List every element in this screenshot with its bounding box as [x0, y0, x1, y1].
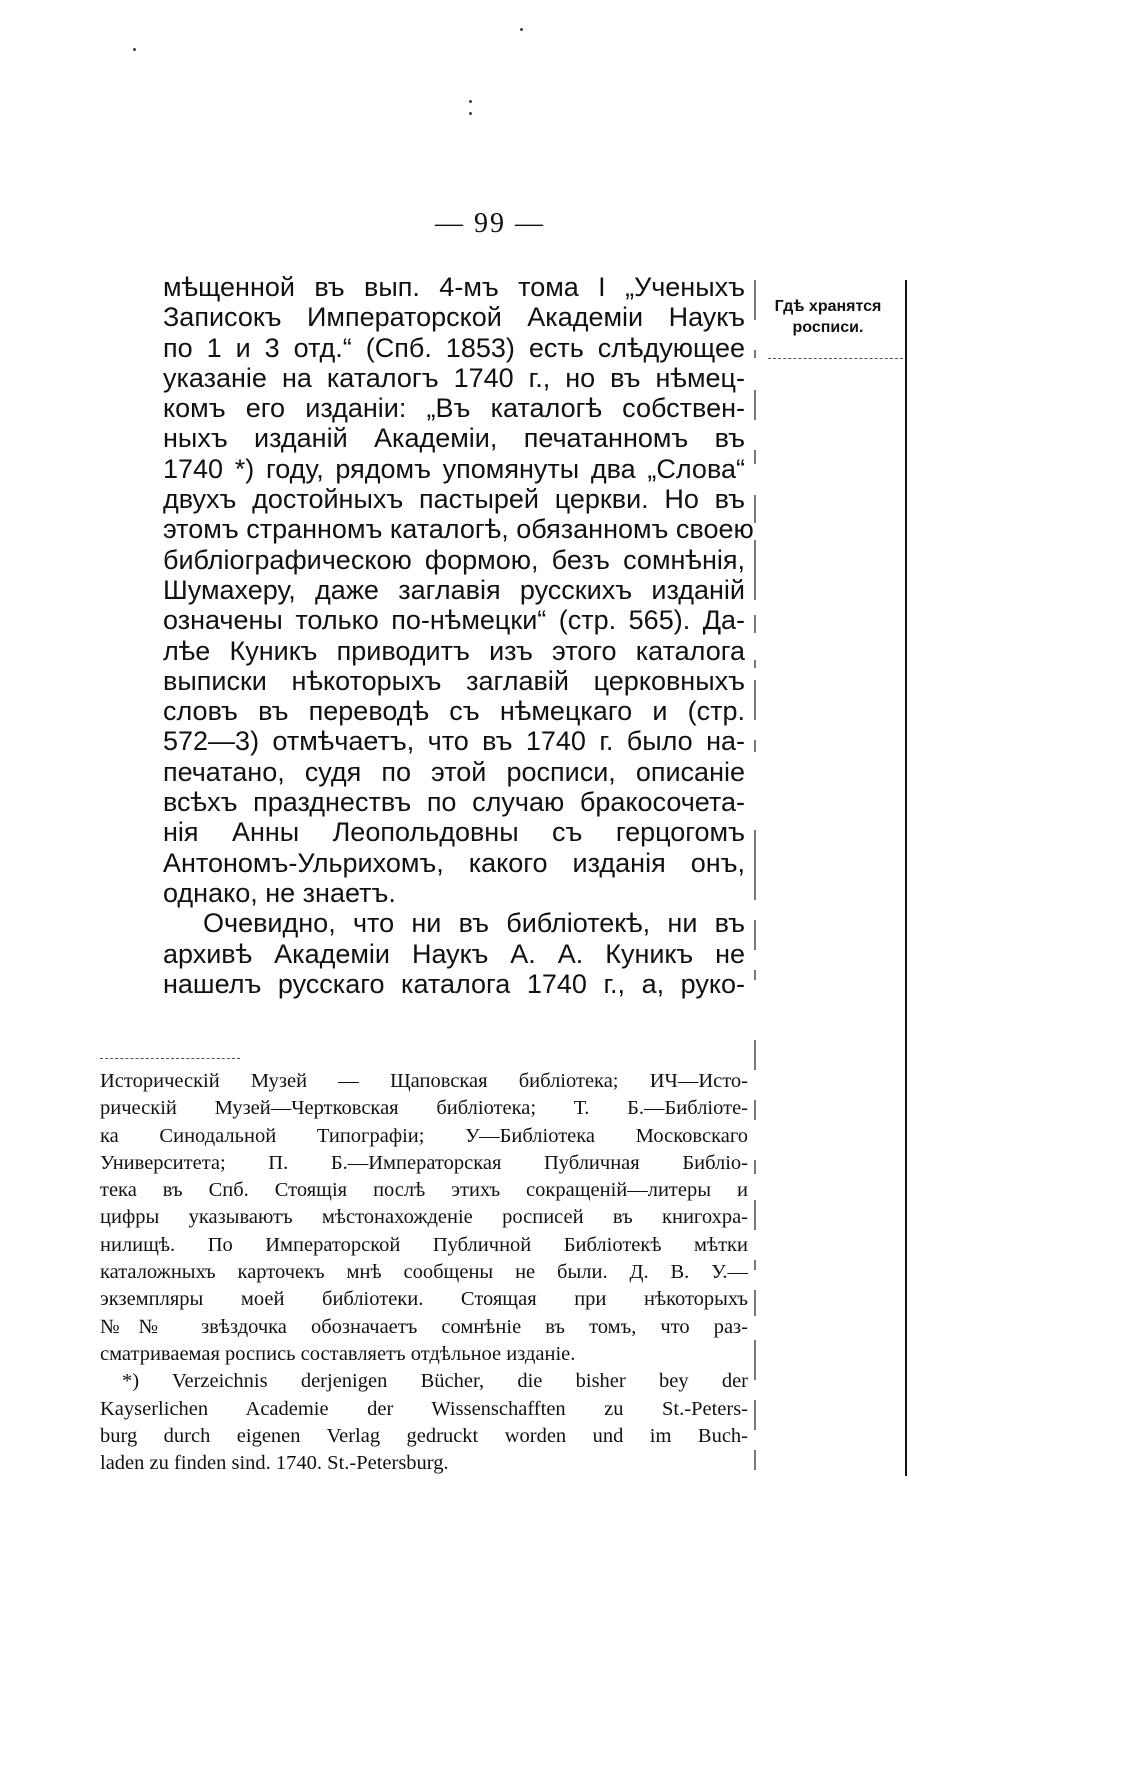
- footnote-line: ка Синодальной Типографіи; У—Библіотека Московскаго: [100, 1124, 748, 1147]
- footnote-line: сматриваемая роспись составляетъ отдѣльное изданіе.: [100, 1342, 576, 1365]
- text-line: этомъ странномъ каталогѣ, обязанномъ своею: [163, 514, 754, 545]
- footnote-line: *) Verzeichnis derjenigen Bücher, die bisher bey der: [122, 1370, 748, 1393]
- text-line: нія Анны Леопольдовны съ герцогомъ: [163, 817, 745, 848]
- text-line: двухъ достойныхъ пастырей церкви. Но въ: [163, 484, 745, 515]
- text-line: по 1 и 3 отд.“ (Спб. 1853) есть слѣдующее: [163, 332, 745, 363]
- text-line: выписки нѣкоторыхъ заглавій церковныхъ: [163, 665, 745, 696]
- footnote-line: Университета; П. Б.—Императорская Публичная Библіо-: [100, 1151, 748, 1174]
- footnote-line: laden zu finden sind. 1740. St.-Petersburg.: [100, 1452, 449, 1475]
- text-line: библіографическою формою, безъ сомнѣнія,: [163, 544, 745, 575]
- text-line: архивѣ Академіи Наукъ А. А. Куникъ не: [163, 938, 745, 969]
- footnote-line: burg durch eigenen Verlag gedruckt worden und im Buch-: [100, 1424, 748, 1447]
- margin-note-line: Гдѣ хранятся: [774, 298, 882, 315]
- footnote-verzeichnis: [100, 1368, 748, 1477]
- text-line: мѣщенной въ вып. 4-мъ тома I „Ученыхъ: [163, 272, 745, 302]
- text-line: нашелъ русскаго каталога 1740 г., а, руко-: [163, 968, 745, 999]
- text-line: всѣхъ празднествъ по случаю бракосочета-: [163, 787, 745, 818]
- text-line: Шумахеру, даже заглавія русскихъ изданій: [163, 574, 745, 605]
- footnotes: [100, 1068, 748, 1477]
- text-line: 1740 *) году, рядомъ упомянуты два „Слова“: [163, 453, 745, 484]
- margin-note: [758, 296, 898, 338]
- gutter-marks: [754, 280, 758, 1480]
- margin-rule: [905, 280, 907, 1476]
- text-line: ныхъ изданій Академіи, печатанномъ въ: [163, 423, 745, 454]
- text-line: лѣе Куникъ приводитъ изъ этого каталога: [163, 635, 745, 666]
- text-line: однако, не знаетъ.: [163, 877, 396, 908]
- footnote-line: каталожныхъ карточекъ мнѣ сообщены не были. Д. В. У.—: [100, 1261, 748, 1284]
- footnote-line: экземпляры моей библіотеки. Стоящая при нѣкоторыхъ: [100, 1288, 748, 1311]
- text-line: указаніе на каталогъ 1740 г., но въ нѣмец-: [163, 362, 745, 393]
- scan-speck: [469, 100, 472, 103]
- text-line: Антономъ-Ульрихомъ, какого изданія онъ,: [163, 847, 745, 878]
- text-line: словъ въ переводѣ съ нѣмецкаго и (стр.: [163, 696, 745, 727]
- text-line: 572—3) отмѣчаетъ, что въ 1740 г. было на-: [163, 726, 745, 757]
- text-line: комъ его изданіи: „Въ каталогѣ собствен-: [163, 393, 745, 424]
- footnote-abbreviations: [100, 1068, 748, 1368]
- paragraph-1: [163, 272, 754, 908]
- footnote-line: тека въ Спб. Стоящія послѣ этихъ сокращеній—литеры и: [100, 1179, 748, 1202]
- margin-note-line: росписи.: [792, 319, 864, 336]
- page-number: — 99 —: [435, 208, 545, 239]
- footnote-line: Историческій Музей — Щаповская библіотека; ИЧ—Исто-: [100, 1070, 748, 1092]
- footnote-line: рическій Музей—Чертковская библіотека; Т. Б.—Библіоте-: [100, 1097, 748, 1120]
- footnote-line: нилищѣ. По Императорской Публичной Библіотекѣ мѣтки: [100, 1233, 748, 1256]
- scan-speck: [469, 112, 472, 115]
- scan-speck: [520, 28, 523, 31]
- text-line: печатано, судя по этой росписи, описаніе: [163, 756, 745, 787]
- text-line: означены только по-нѣмецки“ (стр. 565). Да-: [163, 605, 745, 636]
- footnote-separator: [100, 1058, 240, 1059]
- text-line: Записокъ Императорской Академіи Наукъ: [163, 302, 745, 333]
- footnote-line: цифры указываютъ мѣстонахожденіе росписей въ книгохра-: [100, 1206, 748, 1229]
- text-line: Очевидно, что ни въ библіотекѣ, ни въ: [203, 908, 745, 939]
- footnote-line: Kayserlichen Academie der Wissenschafften zu St.-Peters-: [100, 1397, 748, 1420]
- scan-speck: [133, 48, 136, 51]
- main-text: [163, 272, 754, 999]
- margin-note-separator: [768, 358, 903, 359]
- footnote-line: №№ звѣздочка обозначаетъ сомнѣніе въ томъ, что раз-: [100, 1315, 748, 1338]
- paragraph-2: [163, 908, 745, 999]
